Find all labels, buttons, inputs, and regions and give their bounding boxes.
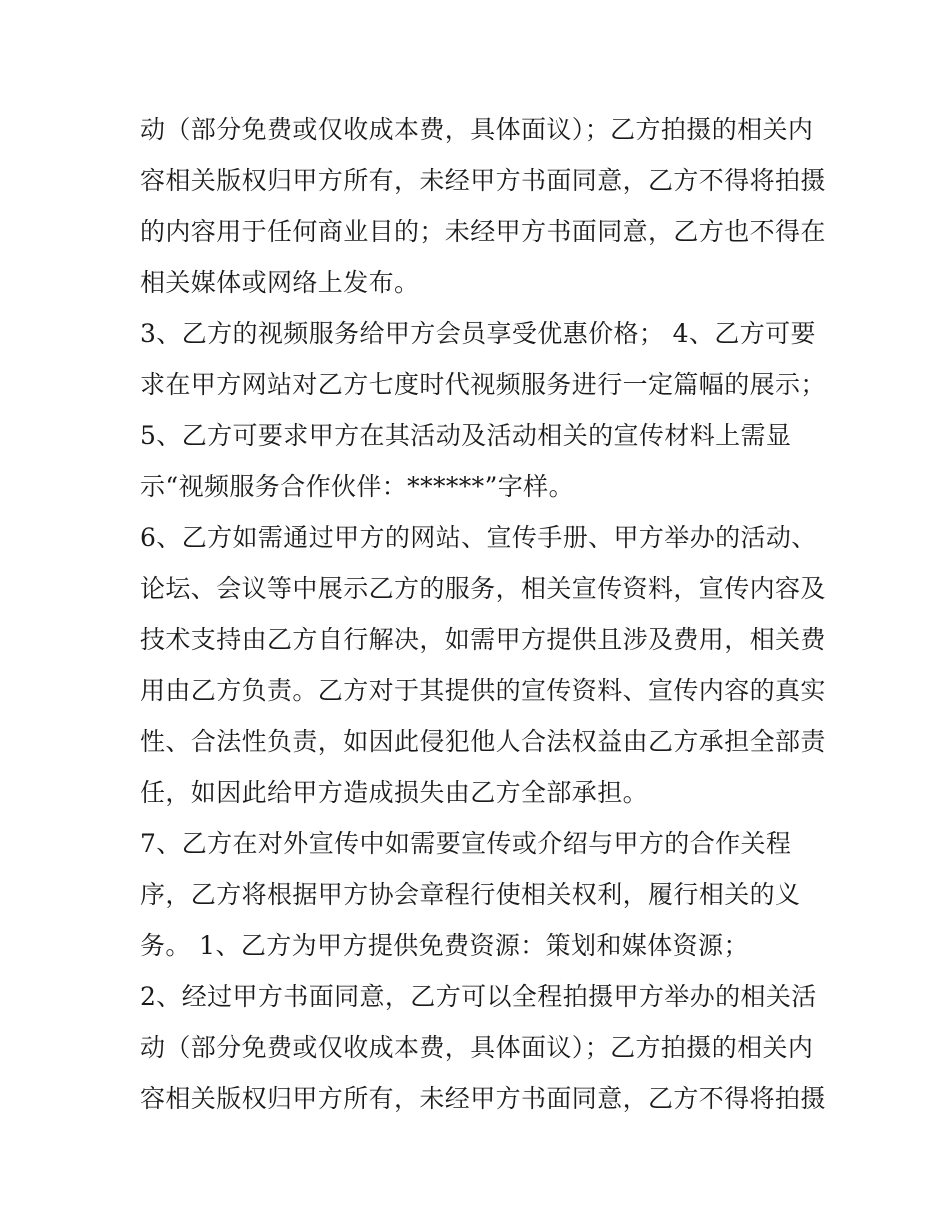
text-line: 容相关版权归甲方所有，未经甲方书面同意，乙方不得将拍摄: [140, 166, 826, 195]
text-line: 容相关版权归甲方所有，未经甲方书面同意，乙方不得将拍摄: [140, 1084, 826, 1113]
text-line: 示“视频服务合作伙伴：******”字样。: [140, 472, 574, 501]
text-line: 7、乙方在对外宣传中如需要宣传或介绍与甲方的合作关程: [140, 829, 792, 858]
text-line: 用由乙方负责。乙方对于其提供的宣传资料、宣传内容的真实: [140, 676, 826, 705]
text-line: 动（部分免费或仅收成本费，具体面议）；乙方拍摄的相关内: [140, 115, 814, 144]
text-line: 相关媒体或网络上发布。: [140, 268, 420, 297]
text-line: 的内容用于任何商业目的；未经甲方书面同意，乙方也不得在: [140, 217, 826, 246]
text-line: 务。 1、乙方为甲方提供免费资源：策划和媒体资源；: [140, 931, 749, 960]
text-line: 动（部分免费或仅收成本费，具体面议）；乙方拍摄的相关内: [140, 1033, 814, 1062]
text-line: 论坛、会议等中展示乙方的服务，相关宣传资料，宣传内容及: [140, 574, 826, 603]
text-line: 性、合法性负责，如因此侵犯他人合法权益由乙方承担全部责: [140, 727, 826, 756]
text-line: 3、乙方的视频服务给甲方会员享受优惠价格； 4、乙方可要: [140, 319, 816, 348]
text-line: 序，乙方将根据甲方协会章程行使相关权利，履行相关的义: [140, 880, 801, 909]
text-line: 技术支持由乙方自行解决，如需甲方提供且涉及费用，相关费: [140, 625, 826, 654]
text-line: 2、经过甲方书面同意，乙方可以全程拍摄甲方举办的相关活: [140, 982, 817, 1011]
text-line: 5、乙方可要求甲方在其活动及活动相关的宣传材料上需显: [140, 421, 792, 450]
text-line: 6、乙方如需通过甲方的网站、宣传手册、甲方举办的活动、: [140, 523, 817, 552]
text-line: 任，如因此给甲方造成损失由乙方全部承担。: [140, 778, 649, 807]
text-line: 求在甲方网站对乙方七度时代视频服务进行一定篇幅的展示；: [140, 370, 826, 399]
